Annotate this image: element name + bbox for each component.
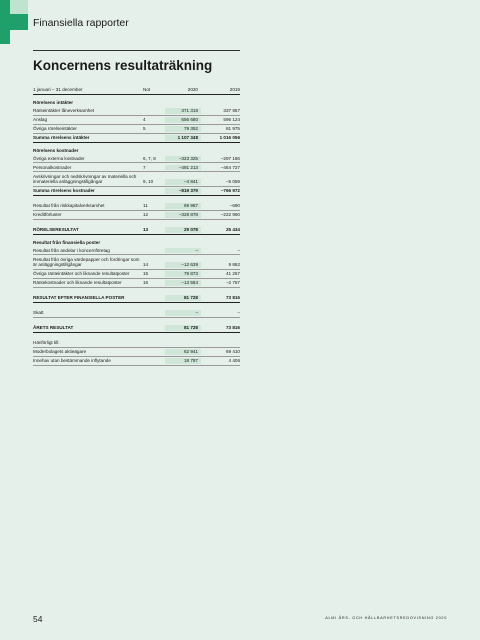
value-2019: –5 059: [225, 179, 240, 185]
table-row: [33, 255, 240, 270]
value-2020: –491 213: [165, 165, 201, 171]
value-2020: –4 841: [165, 179, 201, 185]
row-label: Skatt: [33, 310, 44, 316]
section-heading: [33, 235, 240, 247]
value-2020: 69 987: [165, 203, 201, 209]
value-2020: –: [165, 310, 201, 316]
table-row: [33, 226, 240, 235]
value-2020: 18 787: [165, 358, 201, 364]
row-label: Summa rörelsens kostnader: [33, 188, 95, 194]
row-note: 15: [143, 271, 149, 277]
value-2019: –766 972: [220, 188, 240, 194]
row-label: Resultat från övriga värdepapper och fordringar som är anläggningstillgångar: [33, 256, 140, 268]
row-label: Kreditförluster: [33, 212, 62, 218]
value-2020: 79 352: [165, 126, 201, 132]
row-label: RÖRELSERESULTAT: [33, 227, 79, 233]
table-row: [33, 107, 240, 116]
section-heading: [33, 143, 240, 155]
value-2019: 4 406: [228, 358, 240, 364]
row-label: Innehav utan bestämmande inflytande: [33, 358, 111, 364]
row-label: RESULTAT EFTER FINANSIELLA POSTER: [33, 295, 125, 301]
table-row: [33, 163, 240, 172]
value-2020: 81 728: [165, 295, 201, 301]
table-row: [33, 357, 240, 366]
value-2019: 41 267: [225, 271, 240, 277]
table-row: [33, 202, 240, 211]
row-label: Summa rörelsens intäkter: [33, 134, 90, 140]
section-heading: [33, 95, 240, 107]
value-2019: 73 816: [225, 325, 240, 331]
value-2019: 81 975: [225, 125, 240, 131]
row-label: Ränteintäkter låneverksamhet: [33, 107, 95, 113]
value-2019: –: [237, 247, 240, 253]
row-note: 6, 7, 8: [143, 155, 156, 161]
row-label: Resultat från andelar i koncernföretag: [33, 247, 110, 253]
value-2019: –297 186: [220, 155, 240, 161]
value-2020: 371 316: [165, 108, 201, 114]
table-header-row: [33, 86, 240, 95]
year-2019-header: 2019: [229, 87, 240, 93]
value-2019: 337 957: [223, 107, 240, 113]
income-statement-table: [33, 86, 240, 366]
table-row: [33, 348, 240, 357]
row-note: 9, 10: [143, 179, 154, 185]
value-2020: 29 078: [165, 227, 201, 233]
value-2020: –12 639: [165, 262, 201, 268]
period-label: 1 januari – 31 december: [33, 87, 83, 93]
row-note: 14: [143, 262, 149, 268]
value-2019: 596 124: [223, 116, 240, 122]
row-label: Personalkostnader: [33, 164, 72, 170]
value-2019: 1 016 056: [219, 134, 240, 140]
row-label: Moderbolagets aktieägare: [33, 349, 87, 355]
year-2020-header: 2020: [187, 87, 198, 93]
value-2020: –: [165, 248, 201, 254]
value-2019: –222 960: [220, 212, 240, 218]
table-row: [33, 134, 240, 143]
value-2020: 81 728: [165, 325, 201, 331]
table-row: [33, 294, 240, 303]
value-2019: 25 434: [225, 227, 240, 233]
row-label: Rörelsens intäkter: [33, 99, 74, 105]
table-row: [33, 246, 240, 255]
footer-text: ALMI ÅRS- OCH HÅLLBARHETSREDOVISNING 2020: [325, 616, 447, 620]
row-label: Räntekostnader och liknande resultatposter: [33, 280, 122, 286]
row-label: Övriga ränteintäkter och liknande resultatposter: [33, 271, 130, 277]
table-row: [33, 125, 240, 134]
value-2019: –464 727: [220, 164, 240, 170]
value-2020: –328 878: [165, 212, 201, 218]
value-2019: 9 882: [228, 262, 240, 268]
row-note: 12: [143, 212, 149, 218]
row-label: Rörelsens kostnader: [33, 147, 79, 153]
value-2020: 656 680: [165, 117, 201, 123]
page-number: 54: [33, 614, 43, 624]
value-2019: –2 767: [225, 280, 240, 286]
row-label: Övriga externa kostnader: [33, 155, 85, 161]
value-2020: 1 107 348: [165, 135, 201, 141]
table-row: [33, 270, 240, 279]
row-note: 4: [143, 116, 146, 122]
table-row: [33, 211, 240, 220]
row-label: Övriga rörelseintäkter: [33, 125, 77, 131]
row-label: Resultat från finansiella poster: [33, 239, 101, 245]
row-note: 16: [143, 280, 149, 286]
table-row: [33, 324, 240, 333]
row-note: 7: [143, 164, 146, 170]
row-label: Anslag: [33, 116, 48, 122]
row-label: Avskrivningar och nedskrivningar av materiella och immateriella anläggningstillgångar: [33, 173, 137, 185]
row-label: Resultat från riskkapitalverksamhet: [33, 203, 105, 209]
brand-corner-mark: [0, 0, 28, 44]
value-2019: 69 410: [225, 349, 240, 355]
table-row: [33, 187, 240, 196]
value-2020: 62 941: [165, 349, 201, 355]
not-header: Not: [143, 87, 151, 93]
table-row: [33, 309, 240, 318]
table-row: [33, 172, 240, 187]
row-note: 13: [143, 227, 149, 233]
row-note: 11: [143, 203, 148, 209]
value-2019: –690: [229, 203, 240, 209]
divider: [33, 50, 240, 51]
value-2020: –13 584: [165, 280, 201, 286]
row-note: 5: [143, 125, 146, 131]
row-label: Hänförligt till:: [33, 340, 60, 346]
value-2019: –: [237, 310, 240, 316]
row-label: ÅRETS RESULTAT: [33, 325, 74, 331]
page-title: Koncernens resultaträkning: [33, 58, 213, 73]
value-2020: –323 325: [165, 156, 201, 162]
table-row: [33, 279, 240, 288]
table-row: [33, 154, 240, 163]
value-2019: 73 816: [225, 295, 240, 301]
table-row: [33, 339, 240, 348]
value-2020: –819 379: [165, 188, 201, 194]
value-2020: 79 873: [165, 271, 201, 277]
table-row: [33, 116, 240, 125]
section-title: Finansiella rapporter: [33, 17, 129, 29]
